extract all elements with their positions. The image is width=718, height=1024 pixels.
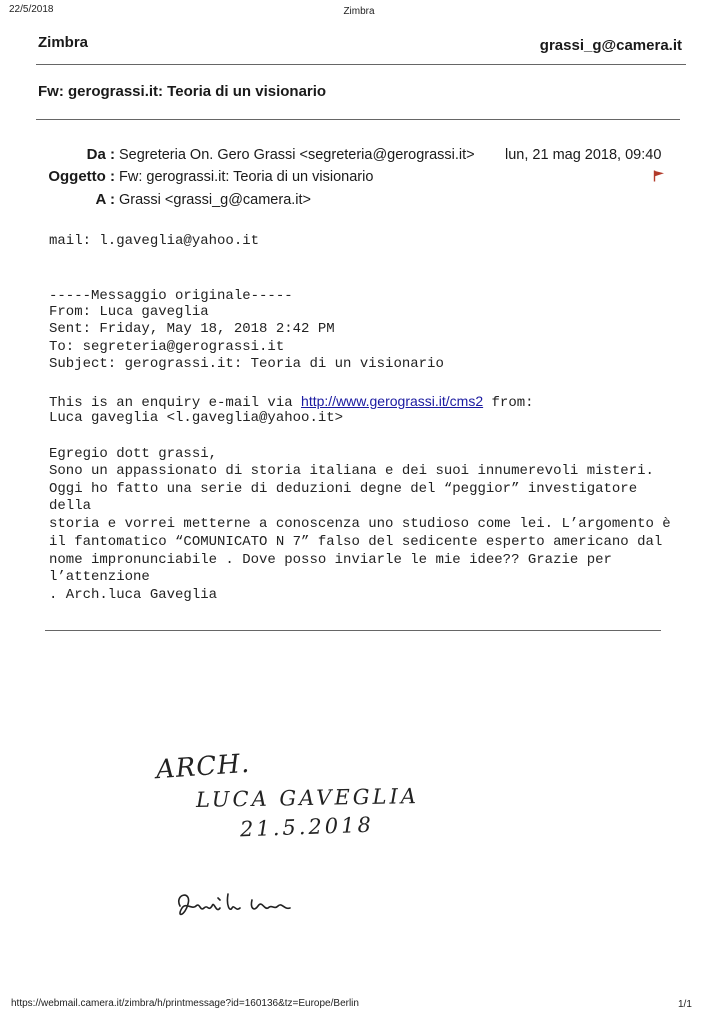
original-message-header: -----Messaggio originale----- xyxy=(49,288,293,304)
message-date: lun, 21 mag 2018, 09:40 xyxy=(505,147,662,163)
print-date: 22/5/2018 xyxy=(9,4,54,15)
to-label: A : xyxy=(95,191,115,208)
subject-value: Fw: gerograssi.it: Teoria di un visionario xyxy=(119,169,374,185)
enquiry-sender: Luca gaveglia <l.gaveglia@yahoo.it> xyxy=(49,410,344,426)
body-line: l’attenzione xyxy=(49,569,150,585)
footer-url: https://webmail.camera.it/zimbra/h/printmessage?id=160136&tz=Europe/Berlin xyxy=(11,998,359,1009)
original-to: To: segreteria@gerograssi.it xyxy=(49,339,285,355)
from-label: Da : xyxy=(86,146,115,163)
handwritten-title: ARCH. xyxy=(155,748,252,786)
body-line: della xyxy=(49,498,92,514)
body-line: Sono un appassionato di storia italiana e dei suoi innumerevoli misteri. xyxy=(49,463,654,479)
subject-label: Oggetto : xyxy=(48,168,115,185)
signature-scribble xyxy=(170,886,300,926)
to-value: Grassi <grassi_g@camera.it> xyxy=(119,192,312,208)
flag-icon[interactable] xyxy=(653,170,665,182)
enquiry-line xyxy=(49,393,534,411)
body-line: il fantomatico “COMUNICATO N 7” falso del sedicente esperto americano dal xyxy=(49,534,663,550)
page-number: 1/1 xyxy=(678,999,692,1010)
body-line: nome impronunciabile . Dove posso inviarle le mie idee?? Grazie per xyxy=(49,552,612,568)
enquiry-prefix: This is an enquiry e-mail via xyxy=(49,395,302,411)
message-title: Fw: gerograssi.it: Teoria di un visionario xyxy=(38,83,327,100)
signature xyxy=(170,850,300,944)
body-divider xyxy=(45,630,661,631)
body-line: storia e vorrei metterne a conoscenza uno studioso come lei. L’argomento è xyxy=(49,516,671,532)
account-email: grassi_g@camera.it xyxy=(539,37,682,54)
body-line: . Arch.luca Gaveglia xyxy=(49,587,218,603)
body-line: Oggi ho fatto una serie di deduzioni degne del “peggior” investigatore xyxy=(49,481,638,497)
original-subject: Subject: gerograssi.it: Teoria di un visionario xyxy=(49,356,444,372)
header-divider xyxy=(36,64,686,65)
print-title: Zimbra xyxy=(343,6,375,17)
body-line: Egregio dott grassi, xyxy=(49,446,218,462)
app-name: Zimbra xyxy=(38,34,89,51)
from-value: Segreteria On. Gero Grassi <segreteria@gerograssi.it> xyxy=(119,147,475,163)
original-sent: Sent: Friday, May 18, 2018 2:42 PM xyxy=(49,321,335,337)
title-divider xyxy=(36,119,680,120)
enquiry-suffix: from: xyxy=(483,395,534,411)
handwritten-name: LUCA GAVEGLIA xyxy=(195,784,420,812)
mail-line: mail: l.gaveglia@yahoo.it xyxy=(49,233,260,249)
enquiry-link[interactable]: http://www.gerograssi.it/cms2 xyxy=(301,393,484,409)
handwritten-date: 21.5.2018 xyxy=(239,812,375,842)
original-from: From: Luca gaveglia xyxy=(49,304,209,320)
